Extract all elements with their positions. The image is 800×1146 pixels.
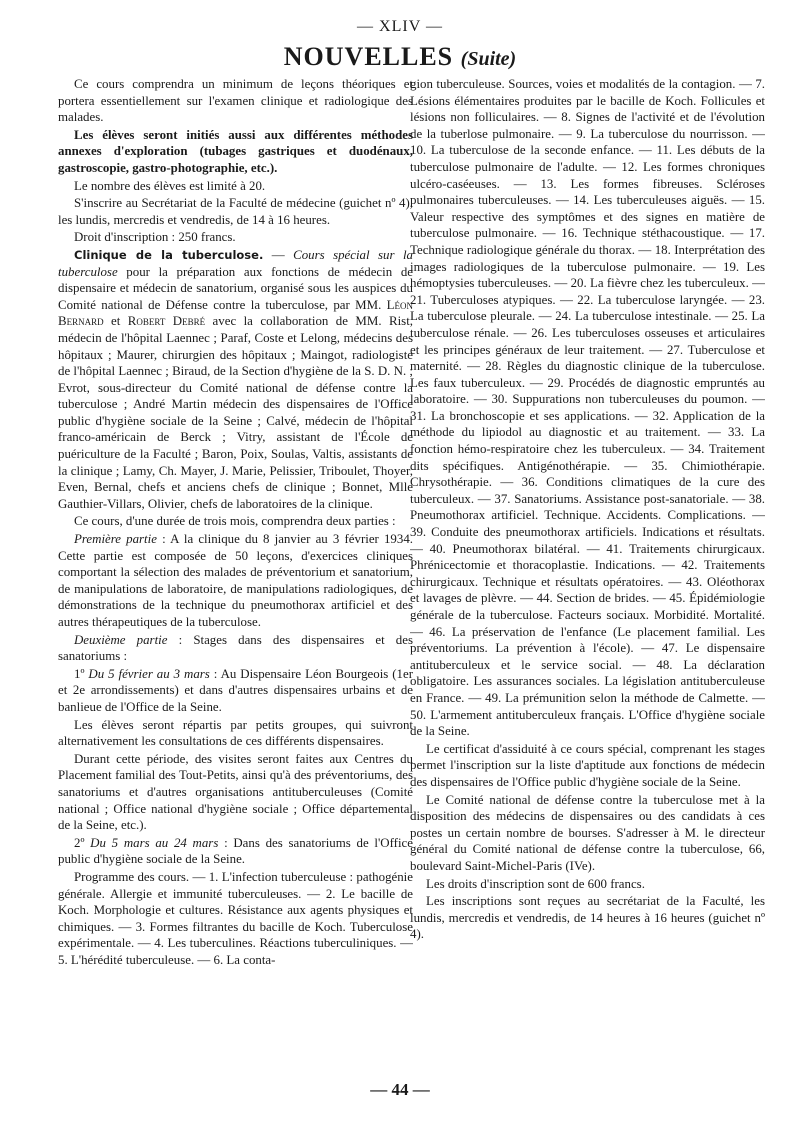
section-title-text: NOUVELLES (283, 42, 454, 71)
text-run: Du 5 mars au 24 mars (90, 835, 219, 850)
paragraph: Le nombre des élèves est limité à 20. (74, 178, 266, 193)
text-run: Deuxième partie (74, 632, 168, 647)
paragraph: Droit d'inscription : 250 francs. (74, 230, 236, 245)
text-run: : Dans des sanatoriums de l'Office public d'hygiène sociale de la Seine. (58, 835, 413, 867)
text-run: : Au Dispensaire Léon Bourgeois (1er et 2e arrondissements) et dans d'autres dispensaires urbains et de banlieue de l'Office de la Seine. (58, 666, 413, 714)
paragraph (58, 835, 413, 868)
page-roman-numeral: — XLIV — (357, 18, 443, 35)
paragraph: Les inscriptions sont reçues au secrétariat de la Faculté, les lundis, mercredis et vendredis, de 14 heures à 16 heures (guichet nº 4). (410, 894, 765, 942)
text-run: avec la collaboration de MM. Rist, médecin de l'hôpital Laennec ; Paraf, Coste et Lelong, médecins des hôpitaux ; Maurer, chirurgien des hôpitaux ; Maingot, radiologiste de l'hôpital Laennec ; Biraud, de la Section d'hygiène de la S. D. N. ; Evrot, sous-directeur du Comité national de défense contre la tuberculose ; André Martin médecin des dispensaires de l'Office public d'hygiène sociale de la Seine ; Calvé, médecin de l'hôpital franco-américain de Berck ; Vitry, assistant de l'École de puériculture de la Faculté ; Baron, Poix, Soulas, Valtis, assistants de la clinique ; Lamy, Ch. Mayer, J. Marie, Pelissier, Triboulet, Thoyer, Even, Bernal, chefs et anciens chefs de clinique ; Bonnet, Mlle Gauthier-Villars, Olivier, chefs de laboratoires de la clinique. (58, 314, 413, 511)
text-run: Du 5 février au 3 mars (88, 666, 210, 681)
text-run: 1º (74, 666, 89, 681)
right-column (410, 76, 765, 1086)
paragraph: Programme des cours. — 1. L'infection tuberculeuse : pathogénie générale. Allergie et immunité tuberculeuses. — 2. Le bacille de Koch. Morphologie et cultures. Résistance aux agents physiques et chimiques. — 3. Formes filtrantes du bacille de Koch. Tuberculose expérimentale. — 4. Les tuberculines. Réactions tuberculiniques. — 5. L'hérédité tuberculeuse. — 6. La conta- (58, 869, 413, 967)
paragraph (58, 666, 413, 716)
text-run: 2º (74, 835, 91, 850)
paragraph (58, 632, 413, 665)
paragraph: Les droits d'inscription sont de 600 francs. (426, 876, 645, 891)
text-run: pour la préparation aux fonctions de médecin de dispensaire et médecin de sanatorium, organisé sous les auspices du Comité national de Défense contre la tuberculose, par MM. (58, 264, 413, 312)
page-number: — 44 — (370, 1080, 430, 1099)
text-run: Première partie (74, 532, 157, 547)
section-title-suffix: (Suite) (460, 48, 517, 70)
text-run: — (263, 247, 294, 262)
paragraph: Durant cette période, des visites seront faites aux Centres du Placement familial des Tout-Petits, ainsi qu'à des préventoriums, des sanatoriums et d'autres organisations antituberculeuses (Comité national ; Office national d'hygiène sociale ; Office départemental de la Seine, etc.). (58, 751, 413, 833)
text-run: et (103, 314, 128, 329)
paragraph: Ce cours comprendra un minimum de leçons théoriques et portera essentiellement sur l'examen clinique et radiologique des malades. (58, 77, 413, 125)
paragraph: Le Comité national de défense contre la tuberculose met à la disposition des médecins de dispensaires ou des candidats à ces postes un certain nombre de bourses. S'adresser à M. le directeur général du Comité national de défense contre la tuberculose, 66, boulevard Saint-Michel-Paris (IVe). (410, 792, 765, 873)
paragraph: Ce cours, d'une durée de trois mois, comprendra deux parties : (74, 514, 396, 529)
paragraph: gion tuberculeuse. Sources, voies et modalités de la contagion. — 7. Lésions élémentaires produites par le bacille de Koch. Follicules et lésions non folliculaires. — 8. Signes de l'activité et de l'évolution de la tuberlose pulmonaire. — 9. La tuberculose du nourrisson. — 10. La tuberculose de la seconde enfance. — 11. Les débuts de la tuberculose pulmonaire de l'adulte. — 12. Les formes chroniques ulcéro-caséeuses. — 13. Les formes fibreuses. Scléroses pulmonaires tuberculeuses. — 14. Les tuberculeuses aiguës. — 15. Valeur respective des symptômes et des signes en matière de tuberculose pulmonaire. — 16. Technique stéthacoustique. — 17. Technique radiologique générale du thorax. — 18. Interprétation des images radiologiques de la tuberculose pulmonaire. — 19. Les hémoptysies tuberculeuses. — 20. La fièvre chez les tuberculeux. — 21. Tuberculoses atypiques. — 22. La tuberculose laryngée. — 23. La tuberculose pleurale. — 24. La tuberculose intestinale. — 25. La tuberculose rénale. — 26. Les tuberculoses osseuses et articulaires et les principes généraux de leur traitement. — 27. Tuberculose et maternité. — 28. Règles du diagnostic clinique de la tuberculose. Les faux tuberculeux. — 29. Procédés de diagnostic empruntés au laboratoire. — 30. Suppurations non tuberculeuses du poumon. — 31. La bronchoscopie et ses applications. — 32. Application de la méthode du lipiodol au diagnostic et au traitement. — 33. La fonction hémo-respiratoire chez les tuberculeux. — 34. Traitement dits spécifiques. Antigénothérapie. — 35. Chimiothérapie. Chrysothérapie. — 36. Conditions climatiques de la cure des tuberculeux. — 37. Sanatoriums. Assistance post-sanatoriale. — 38. Pneumothorax artificiel. Technique. Accidents. Complications. — 39. Conduite des pneumothorax artificiels. Indications et résultats. — 40. Pneumothorax bilatéral. — 41. Traitements chirurgicaux. Phrénicectomie et thoracoplastie. Indications. — 42. Traitements chirurgicaux. Technique et résultats opératoires. — 43. Oléothorax et lavages de plèvre. — 44. Section de brides. — 45. Épidémiologie générale de la tuberculose. Facteurs sociaux. Morbidité. Mortalité. — 46. La préservation de l'enfance (Le placement familial. Les préventoriums. La prévention à l'école). — 47. Le dispensaire antituberculeux et le service social. — 48. La déclaration obligatoire. Les assurances sociales. La législation antituberculeuse en France. — 49. La prémunition selon la méthode de Calmette. — 50. L'armement antituberculeux français. L'Office d'hygiène sociale de la Seine. (410, 77, 765, 739)
paragraph: S'inscrire au Secrétariat de la Faculté de médecine (guichet nº 4), les lundis, mercredis et vendredis, de 14 à 16 heures. (58, 196, 413, 227)
paragraph (58, 531, 413, 631)
person-name: Léon Bernard (58, 297, 413, 329)
section-title (0, 42, 800, 72)
paragraph: Les élèves seront initiés aussi aux différentes méthodes annexes d'exploration (tubages gastriques et duodénaux, gastroscopie, gastro-photographie, etc.). (58, 127, 413, 175)
section-heading: Clinique de la tuberculose. (74, 247, 264, 262)
text-run: : A la clinique du 8 janvier au 3 février 1934. Cette partie est composée de 50 leçons, d'exercices cliniques comportant la sélection des malades de préventorium et sanatorium, de manipulations de laboratoire, de manipulations radiologiques, de démonstrations de la technique du pneumothorax artificiel et des autres thérapeutiques de la tuberculose. (58, 532, 413, 629)
paragraph: Les élèves seront répartis par petits groupes, qui suivront alternativement les consultations de ces différents dispensaires. (58, 717, 413, 749)
text-run: Cours spécial sur la tuberculose (58, 247, 413, 279)
text-run: : Stages dans des dispensaires et des sanatoriums : (58, 632, 413, 664)
left-column (58, 76, 413, 1086)
paragraph: Le certificat d'assiduité à ce cours spécial, comprenant les stages permet l'inscription sur la liste d'aptitude aux fonctions de médecin des dispensaires de l'Office public d'hygiène sociale de la Seine. (410, 741, 765, 789)
person-name: Robert Debré (127, 314, 206, 329)
paragraph (58, 247, 413, 513)
